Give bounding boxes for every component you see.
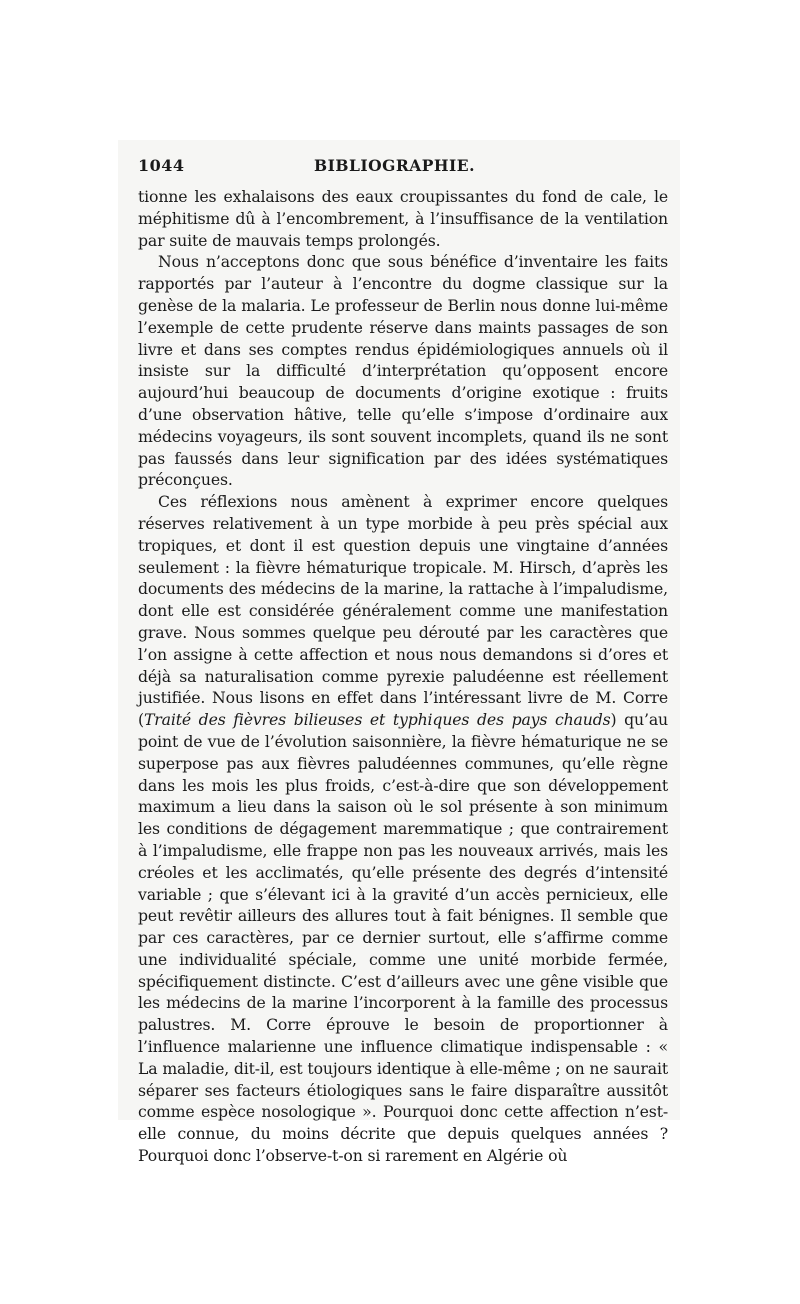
paragraph — [138, 186, 668, 251]
paragraph-text: Nous n’acceptons donc que sous bénéfice d’inventaire les faits rapportés par l’auteur à l’encontre du dogme classique sur la genèse de la malaria. Le professeur de Berlin nous donne lui-même l’exemple de cette prudente réserve dans maints passages de son livre et dans ses comptes rendus épidémiologiques annuels où il insiste sur la difficulté d’interprétation qu’opposent encore aujourd’hui beaucoup de documents d’origine exotique : fruits d’une observation hâtive, telle qu’elle s’impose d’ordinaire aux médecins voyageurs, ils sont souvent incomplets, quand ils ne sont pas faussés dans leur signification par des idées systématiques préconçues. — [138, 252, 668, 490]
book-page — [138, 152, 668, 1167]
page-number: 1044 — [138, 156, 185, 175]
book-title-citation: Traité des fièvres bilieuses et typhiques des pays chauds — [143, 710, 611, 730]
paragraph-text: tionne les exhalaisons des eaux croupissantes du fond de cale, le méphitisme dû à l’encombrement, à l’insuffisance de la ventilation par suite de mauvais temps prolongés. — [138, 187, 668, 250]
running-title: BIBLIOGRAPHIE. — [314, 156, 476, 175]
paragraph — [138, 491, 668, 1167]
body-text — [138, 186, 668, 1167]
paragraph — [138, 251, 668, 491]
paragraph-text: Ces réflexions nous amènent à exprimer encore quelques réserves relativement à un type morbide à peu près spécial aux tropiques, et dont il est question depuis une vingtaine d’années seulement : la fièvre hématurique tropicale. M. Hirsch, d’après les documents des médecins de la marine, la rattache à l’impaludisme, dont elle est considérée généralement comme une manifestation grave. Nous sommes quelque peu dérouté par les caractères que l’on assigne à cette affection et nous nous demandons si d’ores et déjà sa naturalisation comme pyrexie paludéenne est réellement justifiée. Nous lisons en effet dans l’intéressant livre de M. Corre ( — [138, 492, 668, 730]
paragraph-text: ) qu’au point de vue de l’évolution saisonnière, la fièvre hématurique ne se superpose pas aux fièvres paludéennes communes, qu’elle règne dans les mois les plus froids, c’est-à-dire que son développement maximum a lieu dans la saison où le sol présente à son minimum les conditions de dégagement maremmatique ; que contrairement à l’impaludisme, elle frappe non pas les nouveaux arrivés, mais les créoles et les acclimatés, qu’elle présente des degrés d’intensité variable ; que s’élevant ici à la gravité d’un accès pernicieux, elle peut revêtir ailleurs des allures tout à fait bénignes. Il semble que par ces caractères, par ce dernier surtout, elle s’affirme comme une individualité spéciale, comme une unité morbide fermée, spécifiquement distincte. C’est d’ailleurs avec une gêne visible que les médecins de la marine l’incorporent à la famille des processus palustres. M. Corre éprouve le besoin de proportionner à l’influence malarienne une influence climatique indispensable : « La maladie, dit-il, est toujours identique à elle-même ; on ne saurait séparer ses facteurs étiologiques sans le faire disparaître aussitôt comme espèce nosologique ». Pourquoi donc cette affection n’est-elle connue, du moins décrite que depuis quelques années ? Pourquoi donc l’observe-t-on si rarement en Algérie où — [138, 710, 668, 1166]
running-header — [138, 152, 668, 178]
